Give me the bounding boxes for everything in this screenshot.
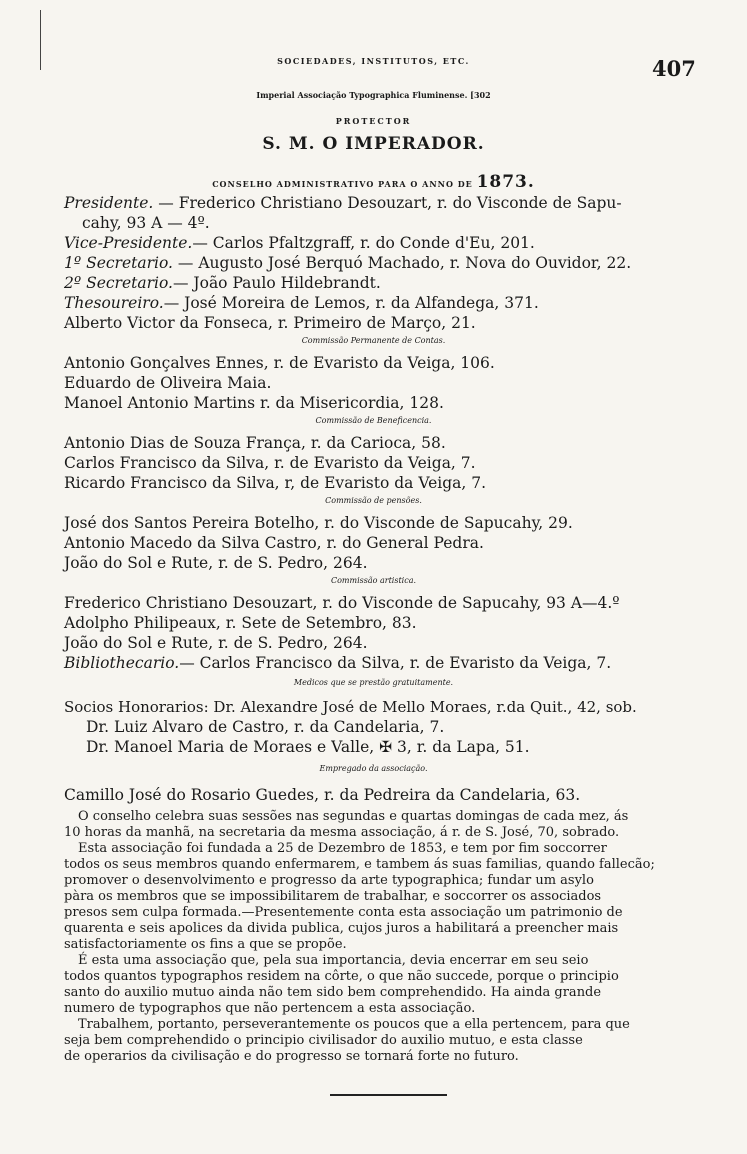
member-line: Antonio Dias de Souza França, r. da Carioca, 58. (64, 434, 446, 452)
member-line: Camillo José do Rosario Guedes, r. da Pedreira da Candelaria, 63. (64, 786, 581, 804)
running-title: SOCIEDADES, INSTITUTOS, ETC. (277, 56, 470, 66)
section-title: Commissão de pensões. (325, 496, 422, 505)
paragraph-line: de operarios da civilisação e do progresso se tornará forte no futuro. (64, 1049, 519, 1064)
paragraph-line: santo do auxilio mutuo ainda não tem sido bem comprehendido. Ha ainda grande (64, 985, 602, 1000)
member-line: Dr. Luiz Alvaro de Castro, r. da Candelaria, 7. (86, 718, 445, 736)
officer-line: Thesoureiro.— José Moreira de Lemos, r. da Alfandega, 371. (64, 294, 539, 312)
association-title: Imperial Associação Typographica Fluminense. [302 (256, 90, 491, 100)
officer-line: cahy, 93 A — 4º. (82, 214, 210, 232)
member-line: Antonio Macedo da Silva Castro, r. do General Pedra. (64, 534, 484, 552)
closing-rule (330, 1094, 447, 1096)
section-title: Commissão artistica. (330, 576, 417, 585)
member-line: Antonio Gonçalves Ennes, r. de Evaristo da Veiga, 106. (64, 354, 495, 372)
paragraph-line: quarenta e seis apolices da divida publica, cujos juros a habilitará a preencher mais (64, 921, 619, 936)
member-line: Dr. Manoel Maria de Moraes e Valle, ✠ 3, r. da Lapa, 51. (86, 738, 530, 756)
paragraph-line: Trabalhem, portanto, perseverantemente os poucos que a ella pertencem, para que (78, 1017, 630, 1032)
paragraph-line: numero de typographos que não pertencem a esta associação. (64, 1001, 476, 1016)
paragraph-line: satisfactoriamente os fins a que se propõe. (64, 937, 347, 952)
paragraph-line: Esta associação foi fundada a 25 de Dezembro de 1853, e tem por fim soccorrer (78, 841, 607, 856)
council-year: 1873. (476, 172, 535, 192)
paragraph-line: É esta uma associação que, pela sua importancia, devia encerrar em seu seio (78, 953, 589, 968)
paragraph-line: 10 horas da manhã, na secretaria da mesma associação, á r. de S. José, 70, sobrado. (64, 825, 620, 840)
officer-line: 1º Secretario. — Augusto José Berquó Machado, r. Nova do Ouvidor, 22. (64, 254, 632, 272)
officer-line: Vice-Presidente.— Carlos Pfaltzgraff, r. do Conde d'Eu, 201. (64, 234, 535, 252)
member-line: João do Sol e Rute, r. de S. Pedro, 264. (64, 634, 368, 652)
member-line: João do Sol e Rute, r. de S. Pedro, 264. (64, 554, 368, 572)
member-line: Frederico Christiano Desouzart, r. do Visconde de Sapucahy, 93 A—4.º (64, 594, 620, 612)
section-title: Medicos que se prestão gratuitamente. (293, 678, 454, 687)
protector-label: PROTECTOR (335, 116, 412, 126)
officer-line: Presidente. — Frederico Christiano Desouzart, r. do Visconde de Sapu- (64, 194, 622, 212)
member-line: Socios Honorarios: Dr. Alexandre José de Mello Moraes, r.da Quit., 42, sob. (64, 698, 637, 716)
member-line: José dos Santos Pereira Botelho, r. do Visconde de Sapucahy, 29. (64, 514, 573, 532)
paragraph-line: O conselho celebra suas sessões nas segundas e quartas domingas de cada mez, ás (78, 809, 629, 824)
section-title: Commissão Permanente de Contas. (301, 336, 446, 345)
paragraph-line: todos os seus membros quando enfermarem, e tambem ás suas familias, quando fallecão; (64, 857, 655, 872)
paragraph-line: todos quantos typographos residem na côrte, o que não succede, porque o principio (64, 969, 619, 984)
paragraph-line: seja bem comprehendido o principio civilisador do auxilio mutuo, e esta classe (64, 1033, 583, 1048)
section-title: Empregado da associação. (319, 764, 428, 773)
section-title: Commissão de Beneficencia. (315, 416, 432, 425)
paragraph-line: pàra os membros que se impossibilitarem de trabalhar, e soccorrer os associados (64, 889, 602, 904)
member-line: Carlos Francisco da Silva, r. de Evaristo da Veiga, 7. (64, 454, 476, 472)
council-label: CONSELHO ADMINISTRATIVO PARA O ANNO DE (212, 179, 473, 189)
protector-name: S. M. O IMPERADOR. (262, 134, 485, 154)
page-number: 407 (652, 56, 696, 81)
member-line: Ricardo Francisco da Silva, r, de Evaristo da Veiga, 7. (64, 474, 487, 492)
librarian-line: Bibliothecario.— Carlos Francisco da Silva, r. de Evaristo da Veiga, 7. (64, 654, 612, 672)
paragraph-line: promover o desenvolvimento e progresso da arte typographica; fundar um asylo (64, 873, 594, 888)
member-line: Adolpho Philipeaux, r. Sete de Setembro, 83. (64, 614, 417, 632)
council-heading (0, 172, 747, 192)
member-line: Eduardo de Oliveira Maia. (64, 374, 272, 392)
member-line: Manoel Antonio Martins r. da Misericordia, 128. (64, 394, 444, 412)
officer-line: 2º Secretario.— João Paulo Hildebrandt. (64, 274, 381, 292)
officer-line: Alberto Victor da Fonseca, r. Primeiro de Março, 21. (64, 314, 476, 332)
paragraph-line: presos sem culpa formada.—Presentemente conta esta associação um patrimonio de (64, 905, 623, 920)
